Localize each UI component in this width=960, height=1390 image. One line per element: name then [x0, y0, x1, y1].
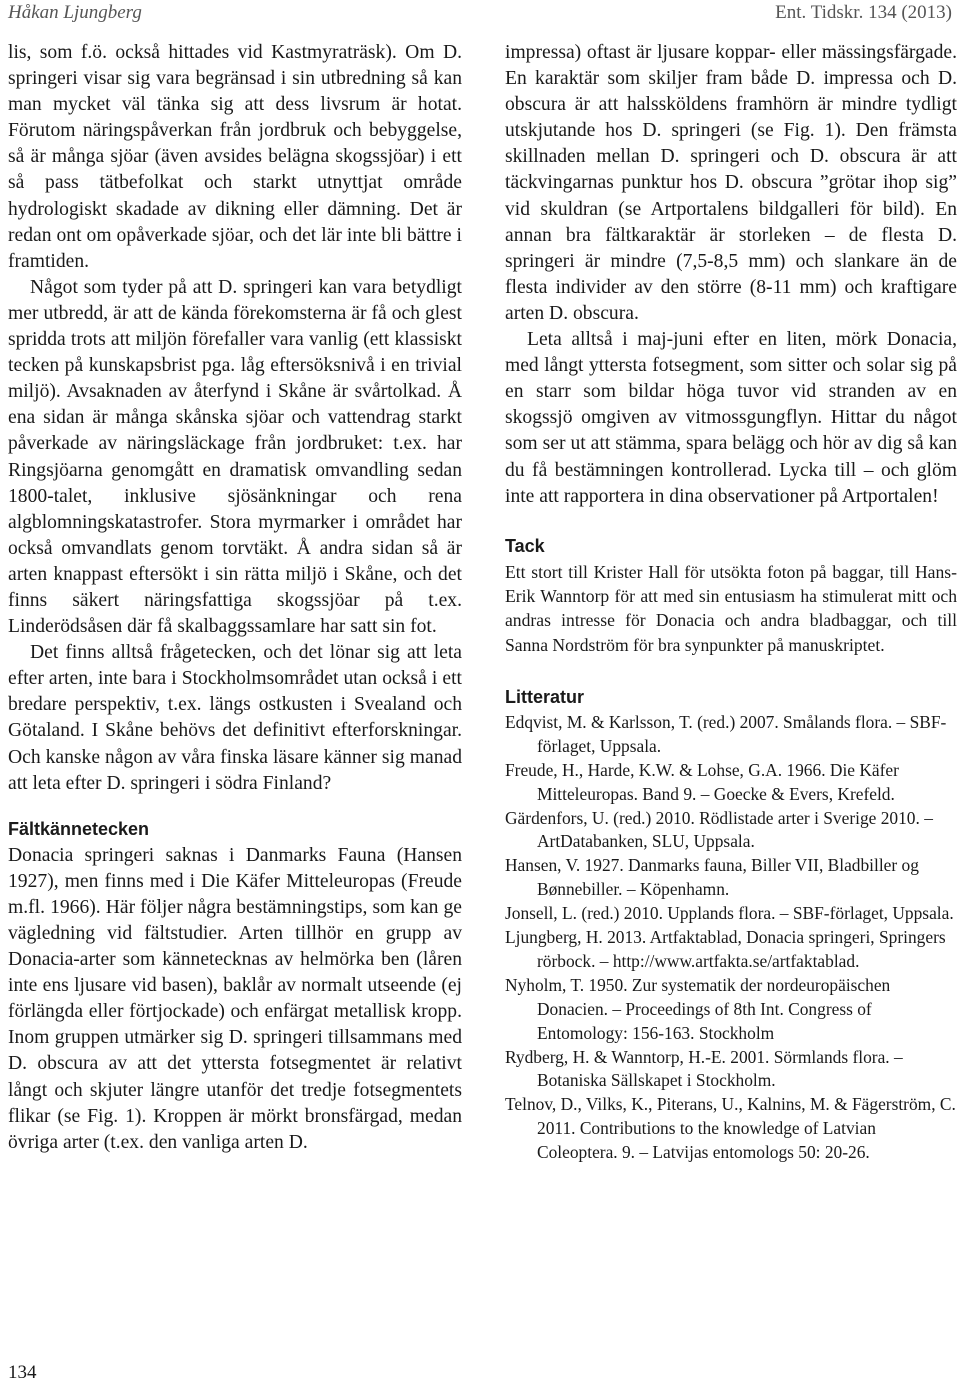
- reference-list: [505, 711, 957, 1165]
- paragraph: lis, som f.ö. också hittades vid Kastmyraträsk). Om D. springeri visar sig vara begränsad i sin utbredning så kan man mycket väl tänka sig att dess livsrum är hotat. Förutom näringspåverkan från jordbruk och bebyggelse, så är många sjöar (även avsides belägna skogssjöar) i ett så pass tätbefolkat och starkt utnyttjat område hydrologiskt skadade av dikning eller dämning. Det är redan ont om opåverkade sjöar, och det lär inte bli bättre i framtiden.: [8, 42, 462, 272]
- paragraph: Leta alltså i maj-juni efter en liten, mörk Donacia, med långt yttersta fotsegment, som sitter och solar sig på en starr som bildar höga tuvor vid stranden av en skogssjö omgiven av vitmossgungflyn. Hittar du något som ser ut att stämma, spara belägg och hör av dig så kan du få bestämningen kontrollerad. Lycka till – och glöm inte att rapportera in dina observationer på Artportalen!: [505, 329, 957, 507]
- running-header-author: Håkan Ljungberg: [8, 2, 142, 23]
- section-heading-faltkannetecken: Fältkännetecken: [8, 818, 150, 839]
- reference-item: Nyholm, T. 1950. Zur systematik der nordeuropäischen Donacien. – Proceedings of 8th Int. Congress of Entomology: 156-163. Stockholm: [505, 974, 891, 1043]
- paragraph: Donacia springeri saknas i Danmarks Fauna (Hansen 1927), men finns med i Die Käfer Mitteleuropas (Freude m.fl. 1966). Här följer några bestämningstips, som kan ge vägledning vid fältstudier. Arten tillhör en grupp av Donacia-arter som kännetecknas av helmörka ben (låren inte ens ljusare vid basen), baklår av normalt utseende (ej förlängda eller förtjockade) och enfärgat metallisk kropp. Inom gruppen utmärker sig D. springeri tillsammans med D. obscura av att det yttersta fotsegmentet är relativt långt och skjuter längre utanför det tredje fotsegmentets flikar (se Fig. 1). Kroppen är mörkt bronsfärgad, medan övriga arter (t.ex. den vanliga arten D.: [8, 844, 462, 1153]
- paragraph: impressa) oftast är ljusare koppar- eller mässingsfärgade. En karaktär som skiljer fram både D. impressa och D. obscura är att halssköldens framhörn är mindre tydligt utskjutande hos D. springeri (se Fig. 1). Den främsta skillnaden mellan D. springeri och D. obscura är att täckvingarnas punktur hos D. obscura ”grötar ihop sig” vid skuldran (se Artportalens bildgalleri för bild). En annan bra fältkaraktär är storleken – de flesta D. springeri är mindre (7,5-8,5 mm) och slankare än de flesta individer av den större (8-11 mm) och kraftigare arten D. obscura.: [505, 42, 957, 324]
- reference-item: Rydberg, H. & Wanntorp, H.-E. 2001. Sörmlands flora. – Botaniska Sällskapet i Stockholm.: [505, 1046, 903, 1091]
- reference-item: Gärdenfors, U. (red.) 2010. Rödlistade arter i Sverige 2010. – ArtDatabanken, SLU, Uppsala.: [505, 807, 933, 852]
- page-number: 134: [8, 1362, 37, 1383]
- reference-item: Freude, H., Harde, K.W. & Lohse, G.A. 1966. Die Käfer Mitteleuropas. Band 9. – Goecke & Evers, Krefeld.: [505, 759, 899, 804]
- reference-item: Hansen, V. 1927. Danmarks fauna, Biller VII, Bladbiller og Bønnebiller. – Köpenhamn.: [505, 855, 919, 900]
- reference-item: Jonsell, L. (red.) 2010. Upplands flora. – SBF-förlaget, Uppsala.: [505, 903, 954, 924]
- reference-item: Ljungberg, H. 2013. Artfaktablad, Donacia springeri, Springers rörbock. – http://www.artfakta.se/artfaktablad.: [505, 927, 946, 971]
- running-header-journal: Ent. Tidskr. 134 (2013): [775, 2, 952, 23]
- reference-item: Telnov, D., Vilks, K., Piterans, U., Kalnins, M. & Fägerström, C. 2011. Contributions to the knowledge of Latvian Coleoptera. 9. – Latvijas entomologs 50: 20-26.: [505, 1094, 956, 1163]
- reference-item: Edqvist, M. & Karlsson, T. (red.) 2007. Smålands flora. – SBF-förlaget, Uppsala.: [505, 711, 947, 756]
- paragraph: Det finns alltså frågetecken, och det lönar sig att leta efter arten, inte bara i Stockholmsområdet utan också i ett bredare perspektiv, t.ex. längs ostkusten i Svealand och Götaland. I Skåne behövs det definitivt efterforskningar. Och kanske någon av våra finska läsare känner sig manad att leta efter D. springeri i södra Finland?: [8, 642, 462, 794]
- acknowledgements: Ett stort till Krister Hall för utsökta foton på baggar, till Hans-Erik Wanntorp för att med sin entusiasm ha stimulerat mitt och andras intresse för Donacia och andra bladbaggar, och till Sanna Nordström för bra synpunkter på manuskriptet.: [505, 561, 957, 655]
- left-column: [8, 40, 462, 1156]
- paragraph: Något som tyder på att D. springeri kan vara betydligt mer utbredd, är att de kända förekomsterna är få och glest spridda trots att miljön förefaller vara vanlig (ett klassiskt tecken på kunskapsbrist pga. låg eftersöksnivå i en trivial miljö). Avsaknaden av återfynd i Skåne är svårtolkad. Å ena sidan är många skånska sjöar och vattendrag starkt påverkade av näringsläckage från jordbruket: t.ex. har Ringsjöarna genomgått en dramatisk omvandling sedan 1800-talet, inklusive sjösänkningar och rena algblomningskatastrofer. Stora myrmarker i området har också omvandlats genom torvtäkt. Å andra sidan så är arten knappast eftersökt i sin rätta miljö i Skåne, och det finns säkert näringsfattiga skogssjöar på t.ex. Linderödsåsen där få skalbaggssamlare har satt sin fot.: [8, 276, 462, 638]
- section-heading-litteratur: Litteratur: [505, 686, 585, 707]
- section-heading-tack: Tack: [505, 535, 545, 556]
- right-column: [505, 40, 957, 1165]
